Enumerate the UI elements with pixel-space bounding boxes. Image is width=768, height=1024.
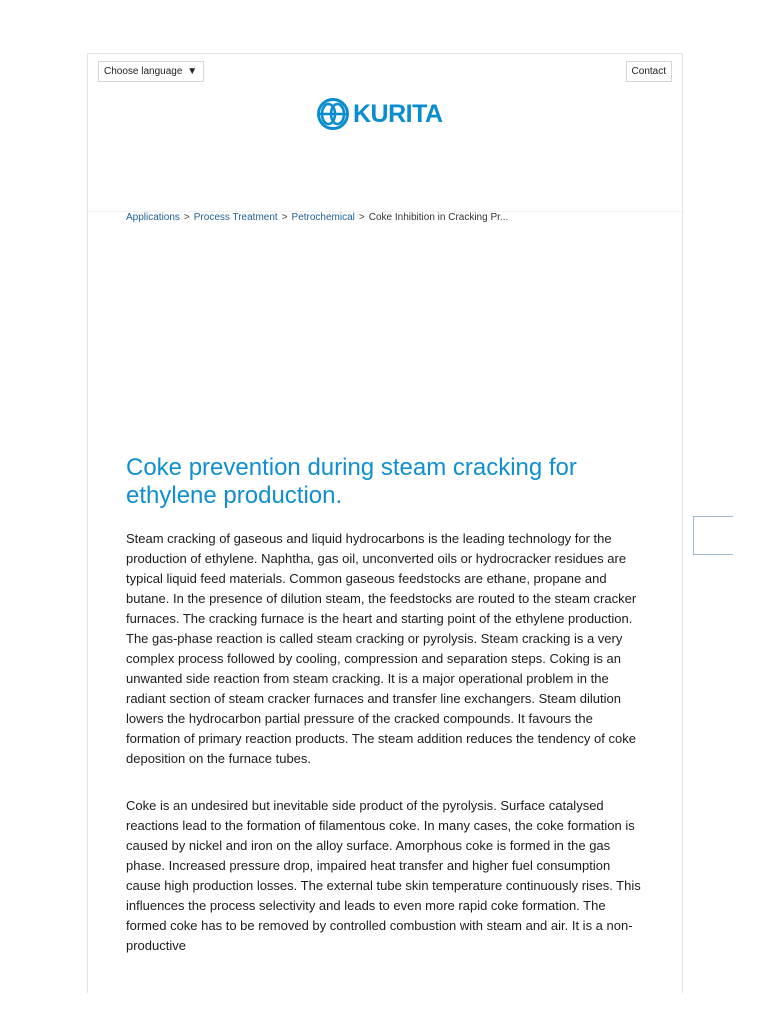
- article-body: [126, 529, 646, 983]
- breadcrumb-separator: >: [183, 212, 190, 223]
- breadcrumb-separator: >: [281, 212, 288, 223]
- chevron-down-icon: ▼: [187, 66, 198, 77]
- breadcrumb-link-petrochemical[interactable]: Petrochemical: [291, 212, 355, 223]
- logo-wordmark: KURITA: [353, 99, 443, 128]
- kurita-logo-icon: [316, 97, 350, 131]
- breadcrumb-current: Coke Inhibition in Cracking Pr...: [368, 212, 509, 223]
- kurita-logo[interactable]: [316, 97, 443, 131]
- contact-button[interactable]: Contact: [626, 61, 672, 82]
- side-panel-tab[interactable]: [693, 516, 733, 555]
- article-paragraph: Coke is an undesired but inevitable side product of the pyrolysis. Surface catalysed reactions lead to the formation of filamentous coke. In many cases, the coke formation is caused by nickel and iron on the alloy surface. Amorphous coke is formed in the gas phase. Increased pressure drop, impaired heat transfer and higher fuel consumption cause high production losses. The external tube skin temperature continuously rises. This influences the process selectivity and leads to even more rapid coke formation. The formed coke has to be removed by controlled combustion with steam and air. It is a non-productive: [126, 798, 641, 953]
- language-select[interactable]: [98, 61, 204, 82]
- article-paragraph: Steam cracking of gaseous and liquid hydrocarbons is the leading technology for the production of ethylene. Naphtha, gas oil, unconverted oils or hydrocracker residues are typical liquid feed materials. Common gaseous feedstocks are ethane, propane and butane. In the presence of dilution steam, the feedstocks are routed to the steam cracker furnaces. The cracking furnace is the heart and starting point of the ethylene production. The gas-phase reaction is called steam cracking or pyrolysis. Steam cracking is a very complex process followed by cooling, compression and separation steps. Coking is an unwanted side reaction from steam cracking. It is a major operational problem in the radiant section of steam cracker furnaces and transfer line exchangers. Steam dilution lowers the hydrocarbon partial pressure of the cracked compounds. It favours the formation of primary reaction products. The steam addition reduces the tendency of coke deposition on the furnace tubes.: [126, 531, 637, 766]
- breadcrumb-separator: >: [358, 212, 365, 223]
- language-select-label: Choose language: [104, 66, 183, 77]
- page-title: Coke prevention during steam cracking for ethylene production.: [126, 454, 577, 509]
- breadcrumb: [126, 212, 508, 224]
- breadcrumb-link-applications[interactable]: Applications: [126, 212, 180, 223]
- breadcrumb-link-process-treatment[interactable]: Process Treatment: [193, 212, 278, 223]
- page-frame: [87, 53, 683, 993]
